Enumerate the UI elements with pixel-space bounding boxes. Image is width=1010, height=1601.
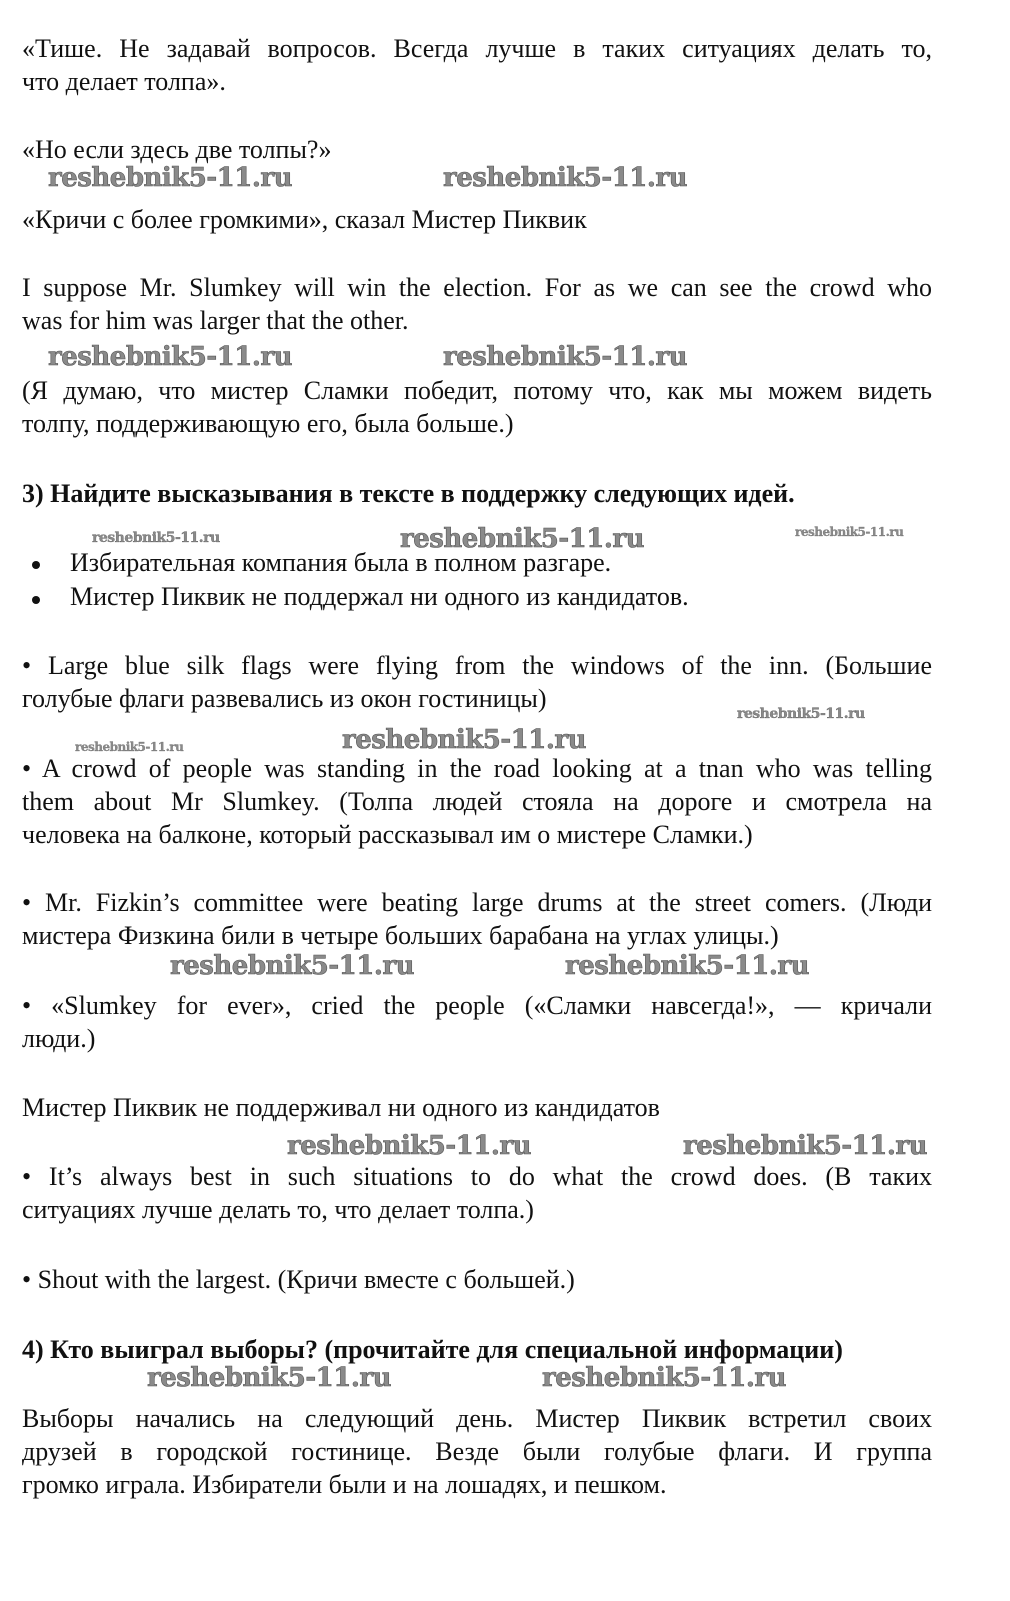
text-line: • «Slumkey for ever», cried the people («Сламки навсегда!», — кричали	[22, 991, 932, 1020]
text-line: человека на балконе, который рассказывал им о мистере Сламки.)	[22, 820, 753, 849]
section-heading: 3) Найдите высказывания в тексте в поддержку следующих идей.	[22, 479, 795, 508]
text-line: друзей в городской гостинице. Везде были голубые флаги. И группа	[22, 1437, 932, 1466]
text-line: «Но если здесь две толпы?»	[22, 135, 332, 164]
text-line: them about Mr Slumkey. (Толпа людей стояла на дороге и смотрела на	[22, 787, 932, 816]
watermark: reshebnik5-11.ru	[443, 342, 688, 372]
text-line: громко играла. Избиратели были и на лошадях, и пешком.	[22, 1470, 667, 1499]
watermark: reshebnik5-11.ru	[342, 725, 587, 755]
bullet-icon	[32, 561, 40, 569]
watermark: reshebnik5-11.ru	[287, 1131, 532, 1161]
watermark: reshebnik5-11.ru	[400, 524, 645, 554]
bullet-item: Избирательная компания была в полном разгаре.	[70, 548, 612, 577]
text-line: • It’s always best in such situations to do what the crowd does. (В таких	[22, 1162, 932, 1191]
text-line: • Large blue silk flags were flying from the windows of the inn. (Большие	[22, 651, 932, 680]
watermark: reshebnik5-11.ru	[48, 163, 293, 193]
text-line: толпу, поддерживающую его, была больше.)	[22, 409, 514, 438]
watermark: reshebnik5-11.ru	[75, 740, 184, 754]
watermark: reshebnik5-11.ru	[542, 1363, 787, 1393]
text-line: люди.)	[22, 1024, 96, 1053]
text-line: I suppose Mr. Slumkey will win the election. For as we can see the crowd who	[22, 273, 932, 302]
watermark: reshebnik5-11.ru	[48, 342, 293, 372]
text-line: что делает толпа».	[22, 67, 226, 96]
watermark: reshebnik5-11.ru	[795, 525, 904, 539]
watermark: reshebnik5-11.ru	[683, 1131, 928, 1161]
section-heading: 4) Кто выиграл выборы? (прочитайте для специальной информации)	[22, 1335, 843, 1364]
watermark: reshebnik5-11.ru	[443, 163, 688, 193]
text-line: «Кричи с более громкими», сказал Мистер Пиквик	[22, 205, 587, 234]
text-line: Выборы начались на следующий день. Мистер Пиквик встретил своих	[22, 1404, 932, 1433]
text-line: мистера Физкина били в четыре больших барабана на углах улицы.)	[22, 921, 779, 950]
watermark: reshebnik5-11.ru	[170, 951, 415, 981]
text-line: • A crowd of people was standing in the road looking at a tnan who was telling	[22, 754, 932, 783]
text-line: • Shout with the largest. (Кричи вместе с большей.)	[22, 1265, 575, 1294]
watermark: reshebnik5-11.ru	[147, 1363, 392, 1393]
text-line: was for him was larger that the other.	[22, 306, 409, 335]
watermark: reshebnik5-11.ru	[565, 951, 810, 981]
text-line: ситуациях лучше делать то, что делает толпа.)	[22, 1195, 534, 1224]
watermark: reshebnik5-11.ru	[737, 706, 865, 722]
watermark: reshebnik5-11.ru	[92, 530, 220, 546]
text-line: голубые флаги развевались из окон гостиницы)	[22, 684, 547, 713]
bullet-item: Мистер Пиквик не поддержал ни одного из кандидатов.	[70, 582, 689, 611]
bullet-icon	[32, 596, 40, 604]
text-line: «Тише. Не задавай вопросов. Всегда лучше в таких ситуациях делать то,	[22, 34, 932, 63]
text-line: (Я думаю, что мистер Сламки победит, потому что, как мы можем видеть	[22, 376, 932, 405]
text-line: Мистер Пиквик не поддерживал ни одного из кандидатов	[22, 1093, 660, 1122]
text-line: • Mr. Fizkin’s committee were beating large drums at the street comers. (Люди	[22, 888, 932, 917]
